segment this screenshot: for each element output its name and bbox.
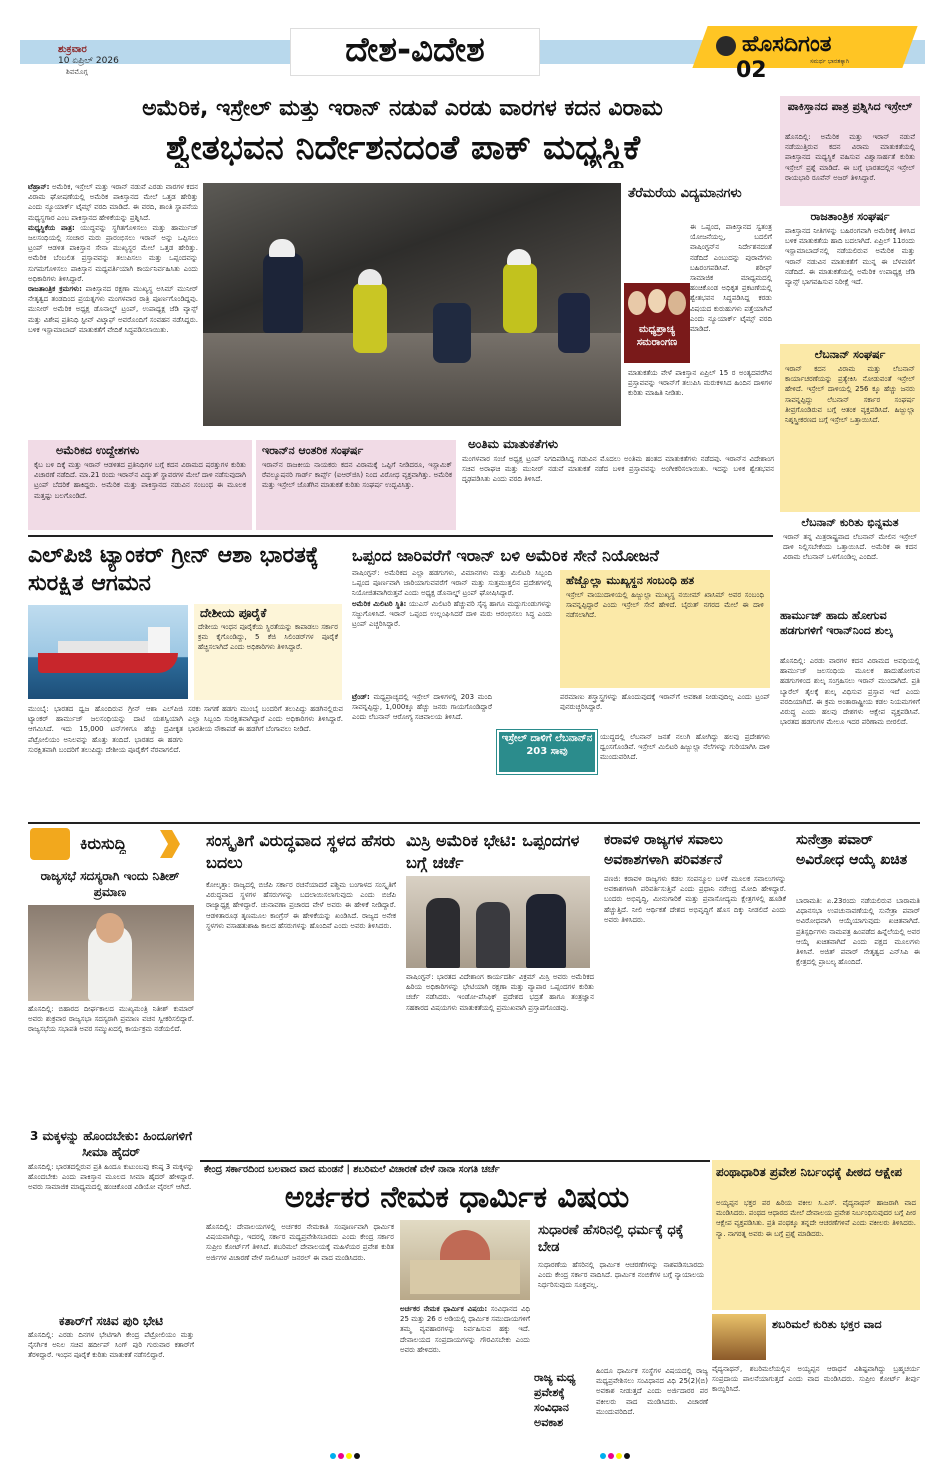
lead-body [28, 182, 198, 427]
nitish-face [96, 913, 124, 943]
kiru-b2: ಹೊಸದಿಲ್ಲಿ: ಭಾರತದಲ್ಲಿರುವ ಪ್ರತಿ ಹಿಂದೂ ಕುಟುಂಬವು ಕನಿಷ್ಠ 3 ಮಕ್ಕಳನ್ನು ಹೊಂದಬೇಕು ಎಂದು ಪಾಕಿಸ್ತಾನ ಮೂಲದ ಸೀಮಾ ಹೈದರ್ ಹೇಳಿದ್ದಾರೆ. ಅವರು ಸಾಮಾಜಿಕ ಮಾಧ್ಯಮದಲ್ಲಿ ಹಂಚಿಕೊಂಡ ವಿಡಿಯೋ ವೈರಲ್ ಆಗಿದೆ. [28, 1163, 194, 1192]
kiru-b1: ಹೊಸದಿಲ್ಲಿ: ಬಿಹಾರದ ದೀರ್ಘಕಾಲದ ಮುಖ್ಯಮಂತ್ರಿ ನಿತೀಶ್ ಕುಮಾರ್ ಅವರು ಶುಕ್ರವಾರ ರಾಜ್ಯಸಭಾ ಸದಸ್ಯರಾಗಿ ಪ್ರಮಾಣ ವಚನ ಸ್ವೀಕರಿಸಲಿದ್ದಾರೆ. ರಾಜ್ಯಸಭೆಯ ಸಭಾಪತಿ ಅವರ ಸಮ್ಮುಖದಲ್ಲಿ ಕಾರ್ಯಕ್ರಮ ನಡೆಯಲಿದೆ. [28, 1005, 194, 1034]
col3-b1: ಹೊಸದಿಲ್ಲಿ: ಅಮೆರಿಕ ಮತ್ತು ಇರಾನ್ ನಡುವೆ ನಡೆಯುತ್ತಿರುವ ಕದನ ವಿರಾಮ ಮಾತುಕತೆಯಲ್ಲಿ ಪಾಕಿಸ್ತಾನದ ಮಧ್ಯಸ್ಥಿಕೆ ವಹಿಸುವ ವಿಶ್ವಾಸಾರ್ಹತೆ ಕುರಿತು ಇಸ್ರೇಲ್ ಪ್ರಶ್ನೆ ಮಾಡಿದೆ. ಈ ಬಗ್ಗೆ ಭಾರತದಲ್ಲಿನ ಇಸ್ರೇಲ್ ರಾಯಭಾರಿ ರೂವೆನ್ ಅಜರ್ ತಿಳಿಸಿದ್ದಾರೆ. [785, 133, 915, 182]
archaka-box2-title: ರಾಜ್ಯ ಮಧ್ಯ ಪ್ರವೇಶಕ್ಕೆ ಸಂವಿಧಾನ ಅವಕಾಶ [534, 1371, 576, 1429]
hezbollah-body: ಇಸ್ರೇಲ್ ವಾಯುದಾಳಿಯಲ್ಲಿ ಹಿಜ್ಬುಲ್ಲಾ ಮುಖ್ಯಸ್ಥ ನಯೀಮ್ ಖಾಸಿಮ್ ಅವರ ಸಂಬಂಧಿ ಸಾವನ್ನಪ್ಪಿದ್ದಾರೆ ಎಂದು ಇಸ್ರೇಲ್ ಸೇನೆ ಹೇಳಿದೆ. ಬೈರುತ್ ನಗರದ ಮೇಲೆ ಈ ದಾಳಿ ನಡೆಸಲಾಗಿದೆ. [566, 591, 764, 620]
lead-sub2: ರಾಜತಾಂತ್ರಿಕ ಕ್ರಮಗಳು: [28, 285, 82, 294]
us-army-body3: ಪರಮಾಣು ಶಸ್ತ್ರಾಸ್ತ್ರಗಳನ್ನು ಹೊಂದುವುದಕ್ಕೆ ಇರಾನ್‌ಗೆ ಅವಕಾಶ ನೀಡುವುದಿಲ್ಲ ಎಂದು ಟ್ರಂಪ್ ಪುನರುಚ್ಚರಿಸಿದ್ದಾರೆ. [560, 693, 770, 712]
side1-body: ಈ ಒಪ್ಪಂದ, ಪಾಕಿಸ್ತಾನದ ಸ್ವತಂತ್ರ ಯೋಜನೆಯಲ್ಲ, ಬದಲಿಗೆ ವಾಷಿಂಗ್ಟನ್‌ನ ನಿರ್ದೇಶನದಂತೆ ನಡೆದಿದೆ ಎಂಬುದನ್ನು ಪುರಾವೆಗಳು ಬಹಿರಂಗಪಡಿಸಿವೆ. ಶರೀಫ್ ಸಾಮಾಜಿಕ ಮಾಧ್ಯಮದಲ್ಲಿ ಹಂಚಿಕೊಂಡ ಅಧಿಕೃತ ಪ್ರಕಟಣೆಯಲ್ಲಿ ಶ್ವೇತಭವನ ಸಿದ್ಧಪಡಿಸಿದ್ದ ಕರಡು ವಿಷಯದ ಕುರುಹುಗಳು ಪತ್ತೆಯಾಗಿವೆ ಎಂದು ನ್ಯೂಯಾರ್ಕ್ ಟೈಮ್ಸ್ ವರದಿ ಮಾಡಿದೆ. [690, 223, 772, 334]
lead-body-3: ಪಾಕಿಸ್ತಾನದ ರಕ್ಷಣಾ ಮುಖ್ಯಸ್ಥ ಅಸಿಮ್ ಮುನೀರ್ ನೇತೃತ್ವದ ತಂಡದಿಂದ ಪ್ರಯತ್ನಗಳು ಮಂಗಳವಾರ ರಾತ್ರಿ ಪೂರ್ಣಗೊಂಡಿದ್ದವು. ಮುನೀರ್ ಅಮೆರಿಕ ಅಧ್ಯಕ್ಷ ಡೊನಾಲ್ಡ್ ಟ್ರಂಪ್, ಉಪಾಧ್ಯಕ್ಷ ಜೆಡಿ ವ್ಯಾನ್ಸ್ ಮತ್ತು ವಿಶೇಷ ಪ್ರತಿನಿಧಿ ಸ್ಟೀವ್ ವಿಟ್ಕಾಫ್ ಅವರೊಂದಿಗೆ ಸಂವಹನ ನಡೆಸಿದ್ದರು. ಬಳಿಕ ಇಸ್ಲಾಮಾಬಾದ್ ಮಾತುಕತೆಗೆ ವೇದಿಕೆ ಸಿದ್ಧಪಡಿಸಲಾಯಿತು. [28, 285, 198, 334]
divider-1 [28, 535, 773, 537]
hezbollah-title: ಹೆಜ್ಬೊಲ್ಲಾ ಮುಖ್ಯಸ್ಥನ ಸಂಬಂಧಿ ಹತ [566, 574, 695, 587]
us-army-body4 [352, 692, 492, 792]
us-army-body [352, 568, 552, 688]
pantha-body: ಅಯ್ಯಪ್ಪನ ಭಕ್ತರ ಪರ ಹಿರಿಯ ವಕೀಲ ಸಿ.ಎಸ್. ವೈದ್ಯನಾಥನ್ ಹಾಜರಾಗಿ ವಾದ ಮಂಡಿಸಿದರು. ಪಂಥದ ಆಧಾರದ ಮೇಲೆ ದೇವಾಲಯ ಪ್ರವೇಶ ನಿರ್ಬಂಧಿಸುವುದರ ಬಗ್ಗೆ ಪೀಠ ಆಕ್ಷೇಪ ವ್ಯಕ್ತಪಡಿಸಿತು. ಪ್ರತಿ ಪಂಥಕ್ಕೂ ತನ್ನದೇ ಆಚರಣೆಗಳಿವೆ ಎಂದು ವಕೀಲರು ತಿಳಿಸಿದರು. ನ್ಯಾ. ನಾಗರತ್ನ ಅವರು ಈ ಬಗ್ಗೆ ಪ್ರಶ್ನೆ ಮಾಡಿದರು. [716, 1199, 916, 1238]
rescuer-2-helmet [358, 269, 382, 285]
leader-1 [628, 291, 646, 315]
masthead [0, 0, 945, 83]
lebanon-badge-text: ಇಸ್ರೇಲ್ ದಾಳಿಗೆ ಲೆಬನಾನ್‌ನ 203 ಸಾವು [501, 733, 593, 757]
us-army-sub2: ಟ್ರೆಂಡ್: [352, 693, 370, 701]
kiru-arrows [160, 830, 180, 858]
lead-body-1: ಅಮೆರಿಕ, ಇಸ್ರೇಲ್ ಮತ್ತು ಇರಾನ್ ನಡುವೆ ಎರಡು ವಾರಗಳ ಕದನ ವಿರಾಮ ಘೋಷಣೆಯಲ್ಲಿ ಅಮೆರಿಕ ಪಾಕಿಸ್ತಾನದ ಮೇಲೆ ಒತ್ತಡ ಹೇರಿತ್ತು ಎಂದು ನ್ಯೂಯಾರ್ಕ್ ಟೈಮ್ಸ್ ವರದಿ ಮಾಡಿದೆ. ಈ ವರದಿ, ಶಾಂತಿ ಸ್ಥಾಪನೆಯ ಮಧ್ಯಸ್ಥಗಾರ ಎಂಬ ಪಾಕಿಸ್ತಾನದ ಹೇಳಿಕೆಯನ್ನು ಪ್ರಶ್ನಿಸಿದೆ. [28, 183, 198, 222]
rescuer-3 [433, 303, 471, 363]
temple-photo [712, 1314, 766, 1360]
col3-t4: ಲೆಬನಾನ್ ಕುರಿತು ಭಿನ್ನಮತ [801, 516, 899, 529]
tanker-photo [28, 605, 188, 699]
masthead-day: ಶುಕ್ರವಾರ [58, 44, 87, 55]
page-number: 02 [736, 58, 767, 83]
misri-figure-2 [476, 902, 510, 968]
leaders-photo [624, 283, 690, 363]
kiru-t2: 3 ಮಕ್ಕಳನ್ನು ಹೊಂದಬೇಕು: ಹಿಂದೂಗಳಿಗೆ ಸೀಮಾ ಹೈದರ್ [29, 1129, 193, 1159]
lead-dateline: ಟೆಹ್ರಾನ್: [28, 183, 50, 191]
masthead-date: 10 ಏಪ್ರಿಲ್ 2026 [58, 56, 119, 66]
sunetra-title: ಸುನೇತ್ರಾ ಪವಾರ್ ಅವಿರೋಧ ಆಯ್ಕೆ ಖಚಿತ [796, 832, 908, 868]
tanker-hull [38, 653, 178, 673]
mid-t1: ಅಮೆರಿಕದ ಉದ್ದೇಶಗಳು [56, 444, 140, 457]
rescuer-1 [263, 253, 303, 333]
tanker-bridge [148, 627, 170, 653]
paper-name: ಹೊಸದಿಗಂತ [742, 32, 832, 57]
archaka-body: ಹೊಸದಿಲ್ಲಿ: ದೇವಾಲಯಗಳಲ್ಲಿ ಅರ್ಚಕರ ನೇಮಕಾತಿ ಸಂಪೂರ್ಣವಾಗಿ ಧಾರ್ಮಿಕ ವಿಷಯವಾಗಿದ್ದು, ಇದರಲ್ಲಿ ಸರ್ಕಾರ ಮಧ್ಯಪ್ರವೇಶಿಸಬಾರದು ಎಂದು ಕೇಂದ್ರ ಸರ್ಕಾರ ಸುಪ್ರೀಂ ಕೋರ್ಟ್‌ಗೆ ತಿಳಿಸಿದೆ. ಶಬರಿಮಲೆ ದೇವಾಲಯಕ್ಕೆ ಮಹಿಳೆಯರ ಪ್ರವೇಶ ಕುರಿತ ಅರ್ಜಿಗಳ ವಿಚಾರಣೆ ವೇಳೆ ಸಾಲಿಸಿಟರ್ ಜನರಲ್ ಈ ವಾದ ಮಂಡಿಸಿದರು. [206, 1223, 394, 1262]
misri-photo [406, 876, 590, 968]
rescuer-1-helmet [269, 239, 295, 257]
us-army-body-1: ವಾಷಿಂಗ್ಟನ್: ಅಮೆರಿಕದ ಎಲ್ಲಾ ಹಡಗುಗಳು, ವಿಮಾನಗಳು ಮತ್ತು ಮಿಲಿಟರಿ ಸಿಬ್ಬಂದಿ ಒಪ್ಪಂದ ಪೂರ್ಣವಾಗಿ ಜಾರಿಯಾಗುವವರೆಗೆ ಇರಾನ್ ಮತ್ತು ಸುತ್ತಮುತ್ತಲಿನ ಪ್ರದೇಶಗಳಲ್ಲಿ ನಿಯೋಜಿತವಾಗಿರುತ್ತವೆ ಎಂದು ಅಧ್ಯಕ್ಷ ಡೊನಾಲ್ಡ್ ಟ್ರಂಪ್ ಘೋಷಿಸಿದ್ದಾರೆ. [352, 569, 552, 598]
court-photo [400, 1220, 530, 1300]
court-building [410, 1260, 520, 1294]
col3-t3: ಲೆಬನಾನ್ ಸಂಘರ್ಷ [814, 348, 886, 361]
tanker-deck [58, 641, 148, 653]
mid-b2: ಇರಾನ್‌ನ ರಾಜಕೀಯ ನಾಯಕರು ಕದನ ವಿರಾಮಕ್ಕೆ ಒಪ್ಪಿಗೆ ನೀಡಿದರೂ, ಇಸ್ಲಾಮಿಕ್ ರೆವಲ್ಯೂಷನರಿ ಗಾರ್ಡ್ ಕಾರ್ಪ್ಸ್ (ಐಆರ್‌ಜಿಸಿ) ನಿಂದ ವಿರೋಧ ವ್ಯಕ್ತವಾಗಿತ್ತು. ಅಮೆರಿಕ ಮತ್ತು ಇಸ್ರೇಲ್ ಜೊತೆಗಿನ ಮಾತುಕತೆ ಕುರಿತು ಸಂಘರ್ಷ ಉದ್ಭವಿಸಿತ್ತು. [262, 461, 452, 490]
archaka-box-body: ಸುಧಾರಣೆಯ ಹೆಸರಿನಲ್ಲಿ ಧಾರ್ಮಿಕ ಆಚರಣೆಗಳನ್ನು ನಾಶಪಡಿಸಬಾರದು ಎಂದು ಕೇಂದ್ರ ಸರ್ಕಾರ ವಾದಿಸಿದೆ. ಧಾರ್ಮಿಕ ನಂಬಿಕೆಗಳ ಬಗ್ಗೆ ನ್ಯಾಯಾಲಯ ನಿರ್ಧರಿಸುವುದು ಸೂಕ್ತವಲ್ಲ. [538, 1261, 704, 1290]
kiru-t1: ರಾಜ್ಯಸಭೆ ಸದಸ್ಯರಾಗಿ ಇಂದು ನಿತೀಶ್ ಪ್ರಮಾಣ [40, 869, 180, 899]
rescuer-2 [353, 283, 387, 353]
us-army-title: ಒಪ್ಪಂದ ಜಾರಿವರೆಗೆ ಇರಾನ್ ಬಳಿ ಅಮೆರಿಕ ಸೇನೆ ನಿಯೋಜನೆ [352, 546, 659, 565]
archaka-kicker: ಕೇಂದ್ರ ಸರ್ಕಾರದಿಂದ ಬಲವಾದ ವಾದ ಮಂಡನೆ | ಶಬರಿಮಲೆ ವಿಚಾರಣೆ ವೇಳೆ ನಾನಾ ಸಂಗತಿ ಚರ್ಚೆ [204, 1164, 500, 1175]
sanskriti-title: ಸಂಸ್ಕೃತಿಗೆ ವಿರುದ್ಧವಾದ ಸ್ಥಳದ ಹೆಸರು ಬದಲು [206, 831, 396, 872]
lead-sub1: ಮಧ್ಯಸ್ಥಿಕೆಯ ಪಾತ್ರ: [28, 223, 75, 232]
divider-2 [28, 822, 920, 824]
us-army-body-2: ಯುಎಸ್ ಮಿಲಿಟರಿ ಹೆಚ್ಚುವರಿ ಸೈನ್ಯ ಹಾಗೂ ಮದ್ದುಗುಂಡುಗಳನ್ನು ಸಜ್ಜುಗೊಳಿಸಿದೆ. ಇರಾನ್ ಒಪ್ಪಂದ ಉಲ್ಲಂಘಿಸಿದರೆ ದಾಳಿ ಮರು ಆರಂಭಿಸಲು ಸಿದ್ಧ ಎಂದು ಟ್ರಂಪ್ ಎಚ್ಚರಿಸಿದ್ದಾರೆ. [352, 599, 552, 629]
court-dome [440, 1230, 490, 1260]
archaka-body-2: ಸಂವಿಧಾನದ ವಿಧಿ 25 ಮತ್ತು 26 ರ ಅಡಿಯಲ್ಲಿ ಧಾರ್ಮಿಕ ಸಮುದಾಯಗಳಿಗೆ ತಮ್ಮ ವ್ಯವಹಾರಗಳನ್ನು ನಿರ್ವಹಿಸುವ ಹಕ್ಕು ಇದೆ. ದೇವಾಲಯದ ಸಂಪ್ರದಾಯಗಳನ್ನು ಗೌರವಿಸಬೇಕು ಎಂದು ಅವರು ಹೇಳಿದರು. [400, 1305, 530, 1354]
kiru-b3: ಹೊಸದಿಲ್ಲಿ: ಎರಡು ದಿನಗಳ ಭೇಟಿಗಾಗಿ ಕೇಂದ್ರ ಪೆಟ್ರೋಲಿಯಂ ಮತ್ತು ನೈಸರ್ಗಿಕ ಅನಿಲ ಸಚಿವ ಹರ್ದೀಪ್ ಸಿಂಗ್ ಪುರಿ ಗುರುವಾರ ಕತಾರ್‌ಗೆ ತೆರಳಿದ್ದಾರೆ. ಇಂಧನ ಪೂರೈಕೆ ಕುರಿತು ಮಾತುಕತೆ ನಡೆಸಲಿದ್ದಾರೆ. [28, 1331, 194, 1360]
us-army-body5: ಯುದ್ಧದಲ್ಲಿ ಲೆಬನಾನ್ ಜನತೆ ನಲುಗಿ ಹೋಗಿದ್ದು ಹಲವು ಪ್ರದೇಶಗಳು ಧ್ವಂಸಗೊಂಡಿವೆ. ಇಸ್ರೇಲ್ ಮಿಲಿಟರಿ ಹಿಜ್ಬುಲ್ಲಾ ನೆಲೆಗಳನ್ನು ಗುರಿಯಾಗಿಸಿ ದಾಳಿ ಮುಂದುವರಿಸಿದೆ. [600, 733, 770, 762]
misri-body: ವಾಷಿಂಗ್ಟನ್: ಭಾರತದ ವಿದೇಶಾಂಗ ಕಾರ್ಯದರ್ಶಿ ವಿಕ್ರಮ್ ಮಿಸ್ರಿ ಅವರು ಅಮೆರಿಕದ ಹಿರಿಯ ಅಧಿಕಾರಿಗಳನ್ನು ಭೇಟಿಯಾಗಿ ರಕ್ಷಣಾ ಮತ್ತು ವ್ಯಾಪಾರ ಒಪ್ಪಂದಗಳ ಕುರಿತು ಚರ್ಚೆ ನಡೆಸಿದರು. ಇಂಡೋ-ಪೆಸಿಫಿಕ್ ಪ್ರದೇಶದ ಭದ್ರತೆ ಹಾಗೂ ತಂತ್ರಜ್ಞಾನ ಸಹಕಾರದ ವಿಷಯಗಳು ಮಾತುಕತೆಯಲ್ಲಿ ಪ್ರಮುಖವಾಗಿ ಪ್ರಸ್ತಾಪಗೊಂಡವು. [406, 973, 594, 1012]
color-dots-left [330, 1444, 362, 1460]
leaders-photo-caption: ಮಧ್ಯಪ್ರಾಚ್ಯ ಸಮರಾಂಗಣ [636, 324, 678, 348]
col3-b2: ಪಾಕಿಸ್ತಾನದ ನೀತಿಗಳನ್ನು ಬಹಿರಂಗವಾಗಿ ಅಮೆರಿಕಕ್ಕೆ ತಿಳಿಸಿದ ಬಳಿಕ ಮಾತುಕತೆಯ ಹಾದಿ ಬದಲಾಗಿದೆ. ಏಪ್ರಿಲ್ 11ರಂದು ಇಸ್ಲಾಮಾಬಾದ್‌ನಲ್ಲಿ ನಡೆಯಲಿರುವ ಅಮೆರಿಕ ಮತ್ತು ಇರಾನ್ ನಡುವಿನ ಮಾತುಕತೆಗೆ ಮುನ್ನ ಈ ಬೆಳವಣಿಗೆ ನಡೆದಿದೆ. ಈ ಮಾತುಕತೆಯಲ್ಲಿ ಅಮೆರಿಕ ಉಪಾಧ್ಯಕ್ಷ ಜೆಡಿ ವ್ಯಾನ್ಸ್ ಭಾಗವಹಿಸುವ ನಿರೀಕ್ಷೆ ಇದೆ. [785, 227, 915, 287]
rescuer-4 [503, 263, 537, 333]
sunetra-body: ಬಾರಾಮತಿ: ಏ.23ರಂದು ನಡೆಯಲಿರುವ ಬಾರಾಮತಿ ವಿಧಾನಸಭಾ ಉಪಚುನಾವಣೆಯಲ್ಲಿ ಸುನೇತ್ರಾ ಪವಾರ್ ಅವಿರೋಧವಾಗಿ ಆಯ್ಕೆಯಾಗುವುದು ಖಚಿತವಾಗಿದೆ. ಪ್ರತಿಸ್ಪರ್ಧಿಗಳು ನಾಮಪತ್ರ ಹಿಂಪಡೆದ ಹಿನ್ನೆಲೆಯಲ್ಲಿ ಅವರ ಆಯ್ಕೆ ಖಚಿತವಾಗಿದೆ ಎಂದು ಪಕ್ಷದ ಮೂಲಗಳು ತಿಳಿಸಿವೆ. ಅಜಿತ್ ಪವಾರ್ ನೇತೃತ್ವದ ಎನ್‌ಸಿಪಿ ಈ ಕ್ಷೇತ್ರದಲ್ಲಿ ಪ್ರಾಬಲ್ಯ ಹೊಂದಿದೆ. [796, 897, 920, 967]
sanskriti-body: ಕೋಲ್ಕತ್ತಾ: ರಾಜ್ಯದಲ್ಲಿ ಬಿಜೆಪಿ ಸರ್ಕಾರ ರಚನೆಯಾದರೆ ಪಶ್ಚಿಮ ಬಂಗಾಳದ ಸಂಸ್ಕೃತಿಗೆ ವಿರುದ್ಧವಾದ ಸ್ಥಳಗಳ ಹೆಸರುಗಳನ್ನು ಬದಲಾಯಿಸಲಾಗುವುದು ಎಂದು ಬಿಜೆಪಿ ರಾಜ್ಯಾಧ್ಯಕ್ಷ ಹೇಳಿದ್ದಾರೆ. ಚುನಾವಣಾ ಪ್ರಚಾರದ ವೇಳೆ ಅವರು ಈ ಹೇಳಿಕೆ ನೀಡಿದ್ದಾರೆ. ಆಡಳಿತಾರೂಢ ತೃಣಮೂಲ ಕಾಂಗ್ರೆಸ್ ಈ ಹೇಳಿಕೆಯನ್ನು ಖಂಡಿಸಿದೆ. ರಾಜ್ಯದ ಅನೇಕ ಸ್ಥಳಗಳು ವಸಾಹತುಶಾಹಿ ಕಾಲದ ಹೆಸರುಗಳನ್ನು ಹೊಂದಿವೆ ಎಂದು ಅವರು ತಿಳಿಸಿದರು. [206, 881, 396, 930]
rescuer-4-helmet [507, 249, 531, 265]
side1-body2: ಮಾತುಕತೆಯ ವೇಳೆ ಪಾಕಿಸ್ತಾನ ಏಪ್ರಿಲ್ 15 ರ ಅಂತ್ಯದವರೆಗಿನ ಪ್ರಸ್ತಾವವನ್ನು ಇರಾನ್‌ಗೆ ತಲುಪಿಸಿ ಮರುಕಳಿಸಿದ ಹಿಂದಿನ ದಾಳಿಗಳ ಕುರಿತು ಮಾಹಿತಿ ನೀಡಿತು. [628, 369, 772, 398]
rescuer-5 [558, 293, 590, 353]
leader-2 [648, 289, 666, 313]
misri-figure-1 [426, 898, 460, 968]
archaka-title: ಅರ್ಚಕರ ನೇಮಕ ಧಾರ್ಮಿಕ ವಿಷಯ [284, 1180, 630, 1215]
archaka-sub: ಅರ್ಚಕರ ನೇಮಕ ಧಾರ್ಮಿಕ ವಿಷಯ: [400, 1305, 488, 1313]
misri-figure-3 [526, 894, 566, 968]
logo-icon [716, 36, 736, 56]
lead-body-2: ಯುದ್ಧವನ್ನು ಸ್ಥಗಿತಗೊಳಿಸಲು ಮತ್ತು ಹಾರ್ಮುಜ್ ಜಲಸಂಧಿಯಲ್ಲಿ ಸಂಚಾರ ಮರು ಪ್ರಾರಂಭಿಸಲು ಇರಾನ್ ಅನ್ನು ಒಪ್ಪಿಸಲು ಟ್ರಂಪ್ ಆಡಳಿತ ಪಾಕಿಸ್ತಾನ ಸೇನಾ ಮುಖ್ಯಸ್ಥರ ಮೇಲೆ ಒತ್ತಡ ಹೇರಿತ್ತು. ಅಮೆರಿಕ ಬೆಂಬಲಿತ ಪ್ರಸ್ತಾವವನ್ನು ತಲುಪಿಸಲು ಮತ್ತು ಒಪ್ಪಂದವನ್ನು ಸುಗಮಗೊಳಿಸಲು ಪಾಕಿಸ್ತಾನ ಮಧ್ಯವರ್ತಿಯಾಗಿ ಕಾರ್ಯನಿರ್ವಹಿಸಿತು ಎಂದು ಅಧಿಕಾರಿಗಳು ತಿಳಿಸಿದ್ದಾರೆ. [28, 223, 198, 283]
misri-title: ಮಿಸ್ರಿ ಅಮೆರಿಕ ಭೇಟಿ: ಒಪ್ಪಂದಗಳ ಬಗ್ಗೆ ಚರ್ಚೆ [406, 831, 580, 872]
mid-b3: ಮಂಗಳವಾರ ಸಂಜೆ ಅಧ್ಯಕ್ಷ ಟ್ರಂಪ್ ನಿಗದಿಪಡಿಸಿದ್ದ ಗಡುವಿನ ಮೊದಲು ಅಂತಿಮ ಹಂತದ ಮಾತುಕತೆಗಳು ನಡೆದವು. ಇರಾನ್‌ನ ವಿದೇಶಾಂಗ ಸಚಿವ ಅರಾಘಚಿ ಮತ್ತು ಮುನೀರ್ ನಡುವೆ ಮಾತುಕತೆ ನಡೆದ ಬಳಿಕ ಪ್ರಸ್ತಾವವನ್ನು ಅಂಗೀಕರಿಸಲಾಯಿತು. ಇದನ್ನು ಬಳಿಕ ಶ್ವೇತಭವನ ದೃಢಪಡಿಸಿತು ಎಂದು ವರದಿ ತಿಳಿಸಿದೆ. [462, 455, 774, 484]
hormuz-body: ಹೊಸದಿಲ್ಲಿ: ಎರಡು ವಾರಗಳ ಕದನ ವಿರಾಮದ ಅವಧಿಯಲ್ಲಿ ಹಾರ್ಮುಜ್ ಜಲಸಂಧಿಯ ಮೂಲಕ ಹಾದುಹೋಗುವ ಹಡಗುಗಳಿಂದ ಶುಲ್ಕ ಸಂಗ್ರಹಿಸಲು ಇರಾನ್ ಮುಂದಾಗಿದೆ. ಪ್ರತಿ ಬ್ಯಾರೆಲ್ ತೈಲಕ್ಕೆ ಶುಲ್ಕ ವಿಧಿಸುವ ಪ್ರಸ್ತಾವ ಇದೆ ಎಂದು ವರದಿಯಾಗಿದೆ. ಈ ಕ್ರಮ ಅಂತಾರಾಷ್ಟ್ರೀಯ ಕಡಲ ನಿಯಮಗಳಿಗೆ ವಿರುದ್ಧ ಎಂದು ಹಲವು ದೇಶಗಳು ಆಕ್ಷೇಪ ವ್ಯಕ್ತಪಡಿಸಿವೆ. ಭಾರತದ ಹಡಗುಗಳ ಮೇಲೂ ಇದರ ಪರಿಣಾಮ ಬೀರಲಿದೆ. [780, 657, 920, 727]
archaka-box2-body: ಹಿಂದೂ ಧಾರ್ಮಿಕ ಸಂಸ್ಥೆಗಳ ವಿಷಯದಲ್ಲಿ ರಾಜ್ಯ ಮಧ್ಯಪ್ರವೇಶಿಸಲು ಸಂವಿಧಾನದ ವಿಧಿ 25(2)(ಬಿ) ಅವಕಾಶ ನೀಡುತ್ತದೆ ಎಂದು ಅರ್ಜಿದಾರರ ಪರ ವಕೀಲರು ವಾದ ಮಂಡಿಸಿದರು. ವಿಚಾರಣೆ ಮುಂದುವರಿದಿದೆ. [596, 1367, 708, 1416]
hormuz-title: ಹಾರ್ಮುಜ್ ಹಾದು ಹೋಗುವ ಹಡಗುಗಳಿಗೆ ಇರಾನ್‌ನಿಂದ ಶುಲ್ಕ [780, 609, 893, 637]
paper-tagline: ಸಮರ್ಥ ಭಾರತಕ್ಕಾಗಿ [810, 58, 850, 65]
lpg-box-body: ದೇಶೀಯ ಇಂಧನ ಪೂರೈಕೆಯ ಸ್ಥಿರತೆಯನ್ನು ಕಾಪಾಡಲು ಸರ್ಕಾರ ಕ್ರಮ ಕೈಗೊಂಡಿದ್ದು, 5 ಕೆಜಿ ಸಿಲಿಂಡರ್‌ಗಳ ಪೂರೈಕೆ ಹೆಚ್ಚಿಸಲಾಗಿದೆ ಎಂದು ಅಧಿಕಾರಿಗಳು ತಿಳಿಸಿದ್ದಾರೆ. [198, 623, 338, 652]
kiru-t3: ಕತಾರ್‌ಗೆ ಸಚಿವ ಪುರಿ ಭೇಟಿ [59, 1314, 163, 1328]
nitish-photo [28, 905, 194, 1001]
leader-3 [668, 291, 686, 315]
kiru-logo: ಕಿರುಸುದ್ದಿ [80, 834, 127, 853]
us-army-sub: ಅಮೆರಿಕ ಮಿಲಿಟರಿ ಸ್ಥಿತಿ: [352, 599, 407, 608]
col3-t1: ಪಾಕಿಸ್ತಾನದ ಪಾತ್ರ ಪ್ರಶ್ನಿಸಿದ ಇಸ್ರೇಲ್ [787, 100, 913, 113]
kiru-logo-icon [30, 828, 70, 860]
color-dots-right [600, 1444, 632, 1460]
archaka-box-title: ಸುಧಾರಣೆ ಹೆಸರಿನಲ್ಲಿ ಧರ್ಮಕ್ಕೆ ಧಕ್ಕೆ ಬೇಡ [538, 1223, 684, 1255]
pantha-b2: ವೈದ್ಯನಾಥನ್, ಶಬರಿಮಲೆಯಲ್ಲಿನ ಅಯ್ಯಪ್ಪನ ಆರಾಧನೆ ವಿಶಿಷ್ಟವಾಗಿದ್ದು ಬ್ರಹ್ಮಚರ್ಯ ಸಂಪ್ರದಾಯ ಪಾಲನೆಯಾಗುತ್ತದೆ ಎಂದು ವಾದ ಮಂಡಿಸಿದರು. ಸುಪ್ರೀಂ ಕೋರ್ಟ್ ತೀರ್ಪು ಕಾಯ್ದಿರಿಸಿದೆ. [712, 1365, 920, 1394]
mid-t2: ಇರಾನ್‌ನ ಆಂತರಿಕ ಸಂಘರ್ಷ [262, 444, 364, 457]
lpg-body: ಮುಂಬೈ: ಭಾರತದ ಧ್ವಜ ಹೊಂದಿರುವ ಗ್ರೀನ್ ಆಶಾ ಎಲ್‌ಪಿಜಿ ಟ್ಯಾಂಕರ್ ಹಾರ್ಮುಜ್ ಜಲಸಂಧಿಯನ್ನು ದಾಟಿ ಯಶಸ್ವಿಯಾಗಿ ಆಗಮಿಸಿದೆ. ಇದು 15,000 ಟನ್‌ಗಳಿಗೂ ಹೆಚ್ಚು ದ್ರವೀಕೃತ ಪೆಟ್ರೋಲಿಯಂ ಅನಿಲವನ್ನು ಹೊತ್ತು ತಂದಿದೆ. ಭಾರತದ ಈ ಹಡಗು ಸುರಕ್ಷಿತವಾಗಿ ಬಂದರಿಗೆ ತಲುಪಿದ್ದು ದೇಶೀಯ ಪೂರೈಕೆಗೆ ನೆರವಾಗಲಿದೆ. [28, 705, 183, 754]
col3-b4: ಇರಾನ್ ತನ್ನ ಮಿತ್ರರಾಷ್ಟ್ರವಾದ ಲೆಬನಾನ್ ಮೇಲಿನ ಇಸ್ರೇಲ್ ದಾಳಿ ನಿಲ್ಲಿಸಬೇಕೆಂದು ಒತ್ತಾಯಿಸಿದೆ. ಅಮೆರಿಕ ಈ ಕದನ ವಿರಾಮ ಲೆಬನಾನ್ ಒಳಗೊಂಡಿಲ್ಲ ಎಂದಿದೆ. [783, 533, 917, 562]
pantha-title: ಪಂಥಾಧಾರಿತ ಪ್ರವೇಶ ನಿರ್ಬಂಧಕ್ಕೆ ಪೀಠದ ಆಕ್ಷೇಪ [716, 1165, 902, 1179]
rescue-photo [203, 183, 621, 426]
karavali-title: ಕರಾವಳಿ ರಾಜ್ಯಗಳ ಸವಾಲು ಅವಕಾಶಗಳಾಗಿ ಪರಿವರ್ತನೆ [604, 832, 723, 868]
section-title-text: ದೇಶ-ವಿದೇಶ [345, 30, 485, 70]
lpg-box-title: ದೇಶೀಯ ಪೂರೈಕೆ [200, 606, 267, 620]
mid-b1: ಕೈಬ ಬಳಿ ದಿಕ್ಕೆ ಮತ್ತು ಇರಾನ್ ಆಡಳಿತದ ಪ್ರತಿನಿಧಿಗಳ ಬಗ್ಗೆ ಕದನ ವಿರಾಮದ ಷರತ್ತುಗಳ ಕುರಿತು ವಿಚಾರಣೆ ನಡೆದಿದೆ. ಮಾ.21 ರಂದು ಇರಾನ್‌ನ ವಿದ್ಯುತ್ ಸ್ಥಾವರಗಳ ಮೇಲೆ ದಾಳಿ ನಡೆಸುವುದಾಗಿ ಟ್ರಂಪ್ ಬೆದರಿಕೆ ಹಾಕಿದ್ದರು. ಅಮೆರಿಕ ಮತ್ತು ಪಾಕಿಸ್ತಾನದ ನಡುವಿನ ಸಂಬಂಧ ಈ ಮೂಲಕ ಮತ್ತಷ್ಟು ಬಲಗೊಂಡಿದೆ. [34, 461, 246, 500]
pantha-t2: ಶಬರಿಮಲೆ ಕುರಿತು ಭಕ್ತರ ವಾದ [772, 1318, 882, 1331]
side1-title: ತೆರೆಮರೆಯ ವಿದ್ಯಮಾನಗಳು [628, 186, 742, 201]
masthead-city: ಶಿವಮೊಗ್ಗ [66, 68, 88, 76]
col3-b3: ಇರಾನ್ ಕದನ ವಿರಾಮ ಮತ್ತು ಲೆಬನಾನ್ ಕಾರ್ಯಾಚರಣೆಯನ್ನು ಪ್ರತ್ಯೇಕಿಸಿ ನೋಡುವಂತೆ ಇಸ್ರೇಲ್ ಹೇಳಿದೆ. ಇಸ್ರೇಲ್ ದಾಳಿಯಲ್ಲಿ 256 ಕ್ಕೂ ಹೆಚ್ಚು ಜನರು ಸಾವನ್ನಪ್ಪಿದ್ದು ಲೆಬನಾನ್ ಸರ್ಕಾರ ಸಂಘರ್ಷ ತೀವ್ರಗೊಂಡಿರುವ ಬಗ್ಗೆ ಆತಂಕ ವ್ಯಕ್ತಪಡಿಸಿದೆ. ಹಿಜ್ಬುಲ್ಲಾ ನಿಶ್ಶಸ್ತ್ರೀಕರಣದ ಬಗ್ಗೆ ಇಸ್ರೇಲ್ ಒತ್ತಾಯಿಸಿದೆ. [785, 365, 915, 425]
archaka-body2 [400, 1304, 530, 1440]
karavali-body: ಪಣಜಿ: ಕರಾವಳಿ ರಾಜ್ಯಗಳು ಕಡಲ ಸಂಪನ್ಮೂಲ ಬಳಕೆ ಮೂಲಕ ಸವಾಲುಗಳನ್ನು ಅವಕಾಶಗಳಾಗಿ ಪರಿವರ್ತಿಸುತ್ತಿವೆ ಎಂದು ಪ್ರಧಾನಿ ನರೇಂದ್ರ ಮೋದಿ ಹೇಳಿದ್ದಾರೆ. ಬಂದರು ಅಭಿವೃದ್ಧಿ, ಮೀನುಗಾರಿಕೆ ಮತ್ತು ಪ್ರವಾಸೋದ್ಯಮ ಕ್ಷೇತ್ರಗಳಲ್ಲಿ ಹೂಡಿಕೆ ಹೆಚ್ಚುತ್ತಿದೆ. ನೀಲಿ ಆರ್ಥಿಕತೆ ದೇಶದ ಅಭಿವೃದ್ಧಿಗೆ ಹೊಸ ದಿಕ್ಕು ನೀಡಲಿದೆ ಎಂದು ಅವರು ತಿಳಿಸಿದರು. [604, 875, 786, 924]
us-army-body-4: ಮಧ್ಯಪ್ರಾಚ್ಯದಲ್ಲಿ ಇಸ್ರೇಲ್ ದಾಳಿಗಳಲ್ಲಿ 203 ಮಂದಿ ಸಾವನ್ನಪ್ಪಿದ್ದು, 1,000ಕ್ಕೂ ಹೆಚ್ಚು ಜನರು ಗಾಯಗೊಂಡಿದ್ದಾರೆ ಎಂದು ಲೆಬನಾನ್ ಆರೋಗ್ಯ ಸಚಿವಾಲಯ ತಿಳಿಸಿದೆ. [352, 693, 492, 722]
lead-kicker: ಅಮೆರಿಕ, ಇಸ್ರೇಲ್ ಮತ್ತು ಇರಾನ್ ನಡುವೆ ಎರಡು ವಾರಗಳ ಕದನ ವಿರಾಮ [142, 96, 663, 121]
mid-t3: ಅಂತಿಮ ಮಾತುಕತೆಗಳು [468, 437, 559, 451]
col3-t2: ರಾಜತಾಂತ್ರಿಕ ಸಂಘರ್ಷ [810, 210, 890, 223]
lpg-body2: ಸರಕು ಸಾಗಣೆ ಹಡಗು ಮುಂಬೈ ಬಂದರಿಗೆ ತಲುಪಿದ್ದು ಹಡಗಿನಲ್ಲಿರುವ ಎಲ್ಲಾ ಸಿಬ್ಬಂದಿ ಸುರಕ್ಷಿತವಾಗಿದ್ದಾರೆ ಎಂದು ಅಧಿಕಾರಿಗಳು ತಿಳಿಸಿದ್ದಾರೆ. ಭಾರತೀಯ ನೌಕಾಪಡೆ ಈ ಹಡಗಿಗೆ ಬೆಂಗಾವಲು ನೀಡಿದೆ. [188, 705, 343, 734]
lpg-title: ಎಲ್‌ಪಿಜಿ ಟ್ಯಾಂಕರ್ ಗ್ರೀನ್ ಆಶಾ ಭಾರತಕ್ಕೆ ಸುರಕ್ಷಿತ ಆಗಮನ [28, 543, 319, 596]
lead-title: ಶ್ವೇತಭವನ ನಿರ್ದೇಶನದಂತೆ ಪಾಕ್ ಮಧ್ಯಸ್ಥಿಕೆ [165, 128, 641, 168]
